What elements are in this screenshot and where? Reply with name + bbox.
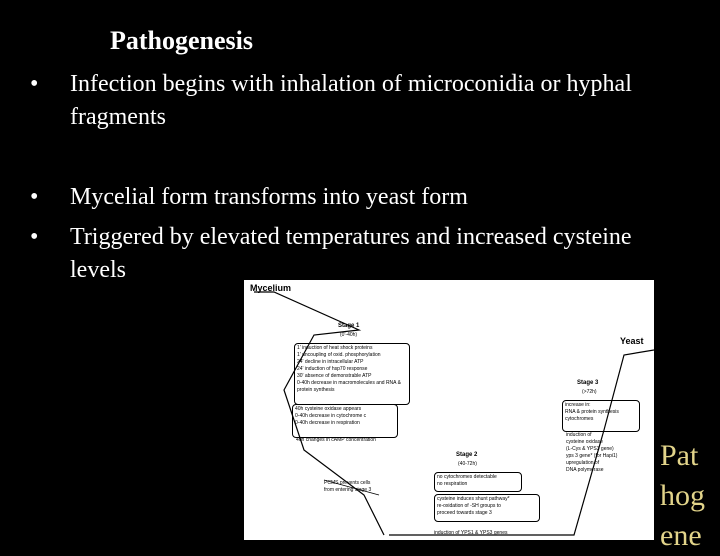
stage1-label: Stage 1 bbox=[338, 323, 360, 329]
right-line: cysteine oxidase bbox=[566, 439, 603, 445]
stage2-line: no respiration bbox=[437, 481, 468, 487]
stage1-time: (0'-40h) bbox=[340, 332, 358, 338]
right-line: yps 3 gene* (for Hapi1) bbox=[566, 453, 618, 459]
bullet-text: Infection begins with inhalation of microconidia or hyphal fragments bbox=[70, 71, 632, 130]
bullet-item bbox=[30, 181, 670, 214]
bottom-note: induction of YPS1 & YPS3 genes bbox=[434, 530, 508, 536]
lower-box bbox=[434, 494, 540, 522]
lower-line: cysteine induces shunt pathway* bbox=[437, 496, 510, 502]
yeast-label: Yeast bbox=[620, 336, 644, 346]
lower-line: proceed towards stage 3 bbox=[437, 510, 492, 516]
overflow-title-text bbox=[660, 436, 705, 556]
right-line: induction of bbox=[566, 432, 592, 438]
middle-line: 0-40h decrease in respiration bbox=[295, 420, 360, 426]
stage2-box bbox=[434, 472, 522, 492]
stage2-label: Stage 2 bbox=[456, 452, 478, 458]
bullet-symbol: • bbox=[30, 71, 39, 97]
middle-line: 40h changes in cAMP concentration bbox=[296, 437, 376, 443]
bullet-symbol: • bbox=[30, 224, 39, 250]
right-line: (L-Cys & YPS3 gene) bbox=[566, 446, 614, 452]
stage1-line: 24' decline in intracellular ATP bbox=[297, 359, 364, 365]
stage1-line: 0-40h decrease in macromolecules and RNA & protein synthesis bbox=[297, 380, 401, 393]
bullet-text: Triggered by elevated temperatures and increased cysteine levels bbox=[70, 224, 632, 283]
pathogenesis-diagram bbox=[244, 280, 654, 540]
side-text-line: hog bbox=[660, 479, 705, 512]
left-note: PCMS prevents cells from entering stage 3 bbox=[324, 480, 372, 493]
side-text-line: Pat bbox=[660, 439, 699, 472]
middle-box bbox=[292, 404, 398, 438]
right-line: DNA polymerase bbox=[566, 467, 604, 473]
stage2-line: no cytochromes detectable bbox=[437, 474, 497, 480]
stage3-label: Stage 3 bbox=[577, 380, 599, 386]
middle-line: 0-40h decrease in cytochrome c bbox=[295, 413, 367, 419]
mycelium-label: Mycelium bbox=[250, 283, 292, 293]
stage1-box bbox=[294, 343, 410, 405]
bullet-text: Mycelial form transforms into yeast form bbox=[70, 184, 468, 210]
side-text-line: ene bbox=[660, 519, 702, 552]
middle-line: 40h cysteine oxidase appears bbox=[295, 406, 362, 412]
right-line: upregulation of bbox=[566, 460, 600, 466]
lower-line: re-oxidation of -SH groups to bbox=[437, 503, 501, 509]
stage1-line: 24' induction of hsp70 response bbox=[297, 366, 368, 372]
slide-title: Pathogenesis bbox=[110, 26, 253, 55]
stage3-time: (>72h) bbox=[582, 389, 597, 395]
bullet-item bbox=[30, 221, 670, 287]
stage1-line: 1' induction of heat shock proteins bbox=[297, 345, 373, 351]
stage3-line: cytochromes bbox=[565, 416, 594, 422]
bullet-item bbox=[30, 68, 670, 134]
right-notes bbox=[566, 432, 646, 474]
stage1-line: 30' absence of demonstrable ATP bbox=[297, 373, 372, 379]
stage1-line: 1' uncoupling of oxid. phosphorylation bbox=[297, 352, 381, 358]
stage3-box bbox=[562, 400, 640, 432]
stage3-line: increase in: bbox=[565, 402, 591, 408]
stage3-line: RNA & protein synthesis bbox=[565, 409, 619, 415]
bullet-symbol: • bbox=[30, 184, 39, 210]
stage2-time: (40-72h) bbox=[458, 461, 477, 467]
